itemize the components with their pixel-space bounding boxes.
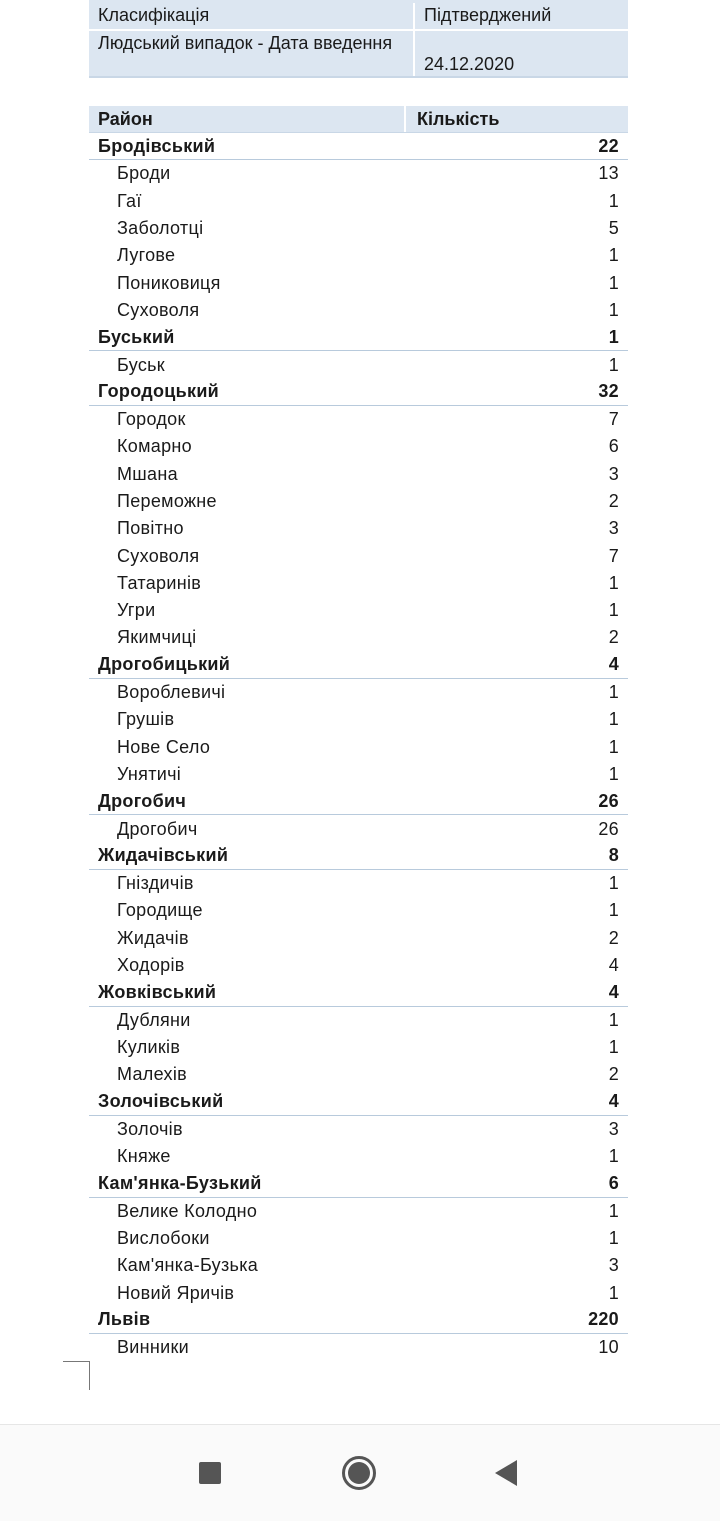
district-count: 4: [608, 1091, 619, 1112]
locality-row: [89, 624, 628, 651]
locality-name: Якимчиці: [117, 627, 197, 648]
locality-name: Суховоля: [117, 545, 200, 566]
locality-row: [89, 351, 628, 378]
locality-row: [89, 542, 628, 569]
meta-label: Класифікація: [89, 3, 415, 29]
locality-row: [89, 215, 628, 242]
locality-count: 1: [608, 1036, 619, 1057]
locality-count: 2: [608, 927, 619, 948]
locality-count: 3: [608, 518, 619, 539]
locality-count: 1: [608, 682, 619, 703]
locality-count: 3: [608, 463, 619, 484]
locality-name: Заболотці: [117, 218, 204, 239]
locality-name: Золочів: [117, 1118, 183, 1139]
district-count: 1: [608, 326, 619, 347]
district-name: Львів: [98, 1309, 151, 1330]
district-name: Буський: [98, 326, 175, 347]
locality-row: [89, 925, 628, 952]
locality-name: Дрогобич: [117, 818, 198, 839]
locality-count: 1: [608, 1282, 619, 1303]
locality-row: [89, 1334, 628, 1361]
locality-name: Грушів: [117, 709, 175, 730]
meta-label: Людський випадок - Дата введення: [89, 31, 415, 77]
district-row: [89, 1088, 628, 1115]
locality-name: Буськ: [117, 354, 165, 375]
locality-row: [89, 188, 628, 215]
locality-name: Новий Яричів: [117, 1282, 235, 1303]
locality-count: 1: [608, 190, 619, 211]
locality-row: [89, 1279, 628, 1306]
recents-button[interactable]: [162, 1425, 258, 1521]
district-name: Кам'янка-Бузький: [98, 1172, 262, 1193]
locality-row: [89, 897, 628, 924]
district-count: 26: [598, 790, 619, 811]
locality-row: [89, 1198, 628, 1225]
locality-row: [89, 488, 628, 515]
district-name: Дрогобич: [98, 790, 187, 811]
locality-count: 1: [608, 572, 619, 593]
locality-row: [89, 679, 628, 706]
locality-count: 7: [608, 545, 619, 566]
locality-name: Малехів: [117, 1064, 187, 1085]
locality-count: 1: [608, 763, 619, 784]
locality-name: Переможне: [117, 491, 217, 511]
locality-name: Мшана: [117, 463, 178, 484]
locality-row: [89, 406, 628, 433]
locality-count: 1: [608, 900, 619, 921]
locality-row: [89, 734, 628, 761]
locality-name: Татаринів: [117, 572, 202, 593]
district-count: 22: [598, 135, 619, 156]
locality-name: Велике Колодно: [117, 1200, 258, 1221]
locality-count: 1: [608, 299, 619, 320]
district-name: Золочівський: [98, 1091, 224, 1112]
district-count: 8: [608, 845, 619, 866]
locality-row: [89, 1061, 628, 1088]
home-button[interactable]: [311, 1425, 407, 1521]
meta-row-classification: [89, 0, 628, 31]
locality-row: [89, 297, 628, 324]
locality-row: [89, 706, 628, 733]
locality-count: 3: [608, 1255, 619, 1276]
district-name: Дрогобицький: [98, 654, 231, 675]
locality-name: Жидачів: [117, 927, 189, 948]
locality-count: 7: [608, 409, 619, 430]
district-row: [89, 788, 628, 815]
locality-count: 2: [608, 491, 619, 511]
locality-name: Городище: [117, 900, 203, 921]
home-circle-icon: [342, 1456, 376, 1490]
meta-value: 24.12.2020: [424, 54, 515, 74]
locality-row: [89, 160, 628, 187]
locality-count: 1: [608, 245, 619, 266]
locality-count: 13: [598, 163, 619, 184]
locality-row: [89, 1116, 628, 1143]
locality-name: Нове Село: [117, 736, 211, 757]
district-name: Жидачівський: [98, 845, 229, 866]
locality-count: 4: [608, 955, 619, 976]
locality-row: [89, 1007, 628, 1034]
table-header: [89, 106, 628, 133]
locality-row: [89, 269, 628, 296]
locality-name: Дубляни: [117, 1009, 191, 1030]
locality-name: Суховоля: [117, 299, 200, 320]
locality-count: 1: [608, 600, 619, 621]
district-count: 4: [608, 981, 619, 1002]
page-corner-mark: [63, 1361, 90, 1390]
locality-count: 1: [608, 1200, 619, 1221]
locality-row: [89, 515, 628, 542]
locality-row: [89, 815, 628, 842]
district-name: Жовківський: [98, 981, 217, 1002]
locality-count: 1: [608, 1228, 619, 1249]
locality-name: Винники: [117, 1337, 190, 1358]
locality-row: [89, 461, 628, 488]
district-count-table: [89, 106, 628, 1361]
district-count: 220: [588, 1309, 619, 1330]
district-row: [89, 843, 628, 870]
locality-count: 2: [608, 627, 619, 648]
locality-row: [89, 570, 628, 597]
locality-row: [89, 433, 628, 460]
locality-count: 1: [608, 354, 619, 375]
locality-name: Повітно: [117, 518, 184, 539]
locality-count: 2: [608, 1064, 619, 1085]
district-row: [89, 652, 628, 679]
district-count: 32: [598, 381, 619, 402]
locality-count: 1: [608, 272, 619, 293]
locality-name: Лугове: [117, 245, 176, 266]
locality-name: Гніздичів: [117, 873, 194, 894]
locality-name: Вислобоки: [117, 1228, 210, 1249]
locality-name: Угри: [117, 600, 156, 621]
locality-count: 5: [608, 218, 619, 239]
locality-row: [89, 1143, 628, 1170]
meta-divider: [89, 76, 628, 78]
locality-row: [89, 1034, 628, 1061]
locality-name: Пониковиця: [117, 272, 221, 293]
district-name: Бродівський: [98, 135, 216, 156]
locality-count: 1: [608, 873, 619, 894]
locality-count: 26: [598, 818, 619, 839]
locality-count: 3: [608, 1118, 619, 1139]
locality-count: 1: [608, 1009, 619, 1030]
back-button[interactable]: [458, 1425, 554, 1521]
locality-row: [89, 242, 628, 269]
district-count: 6: [608, 1172, 619, 1193]
locality-name: Княже: [117, 1146, 171, 1167]
locality-count: 6: [608, 436, 619, 457]
district-row: [89, 1170, 628, 1197]
meta-row-date: [89, 31, 628, 79]
meta-value: Підтверджений: [424, 5, 552, 25]
district-row: [89, 979, 628, 1006]
district-row: [89, 133, 628, 160]
locality-row: [89, 597, 628, 624]
locality-name: Кам'янка-Бузька: [117, 1255, 259, 1276]
district-count: 4: [608, 654, 619, 675]
locality-name: Городок: [117, 409, 186, 430]
district-name: Городоцький: [98, 381, 220, 402]
locality-row: [89, 952, 628, 979]
locality-count: 1: [608, 709, 619, 730]
locality-row: [89, 1252, 628, 1279]
locality-row: [89, 870, 628, 897]
locality-name: Ходорів: [117, 955, 185, 976]
district-row: [89, 1307, 628, 1334]
locality-name: Гаї: [117, 190, 142, 211]
locality-count: 1: [608, 1146, 619, 1167]
header-district: Район: [98, 108, 153, 129]
header-count: Кількість: [404, 106, 628, 132]
case-info-table: [89, 0, 628, 79]
locality-name: Куликів: [117, 1036, 181, 1057]
locality-name: Унятичі: [117, 763, 182, 784]
locality-row: [89, 761, 628, 788]
locality-name: Комарно: [117, 436, 192, 457]
locality-count: 1: [608, 736, 619, 757]
locality-name: Вороблевичі: [117, 682, 226, 703]
locality-name: Броди: [117, 163, 171, 184]
back-triangle-icon: [495, 1460, 517, 1486]
square-icon: [199, 1462, 221, 1484]
district-row: [89, 379, 628, 406]
locality-count: 10: [598, 1337, 619, 1358]
locality-row: [89, 1225, 628, 1252]
system-navigation-bar: [0, 1424, 720, 1521]
district-row: [89, 324, 628, 351]
